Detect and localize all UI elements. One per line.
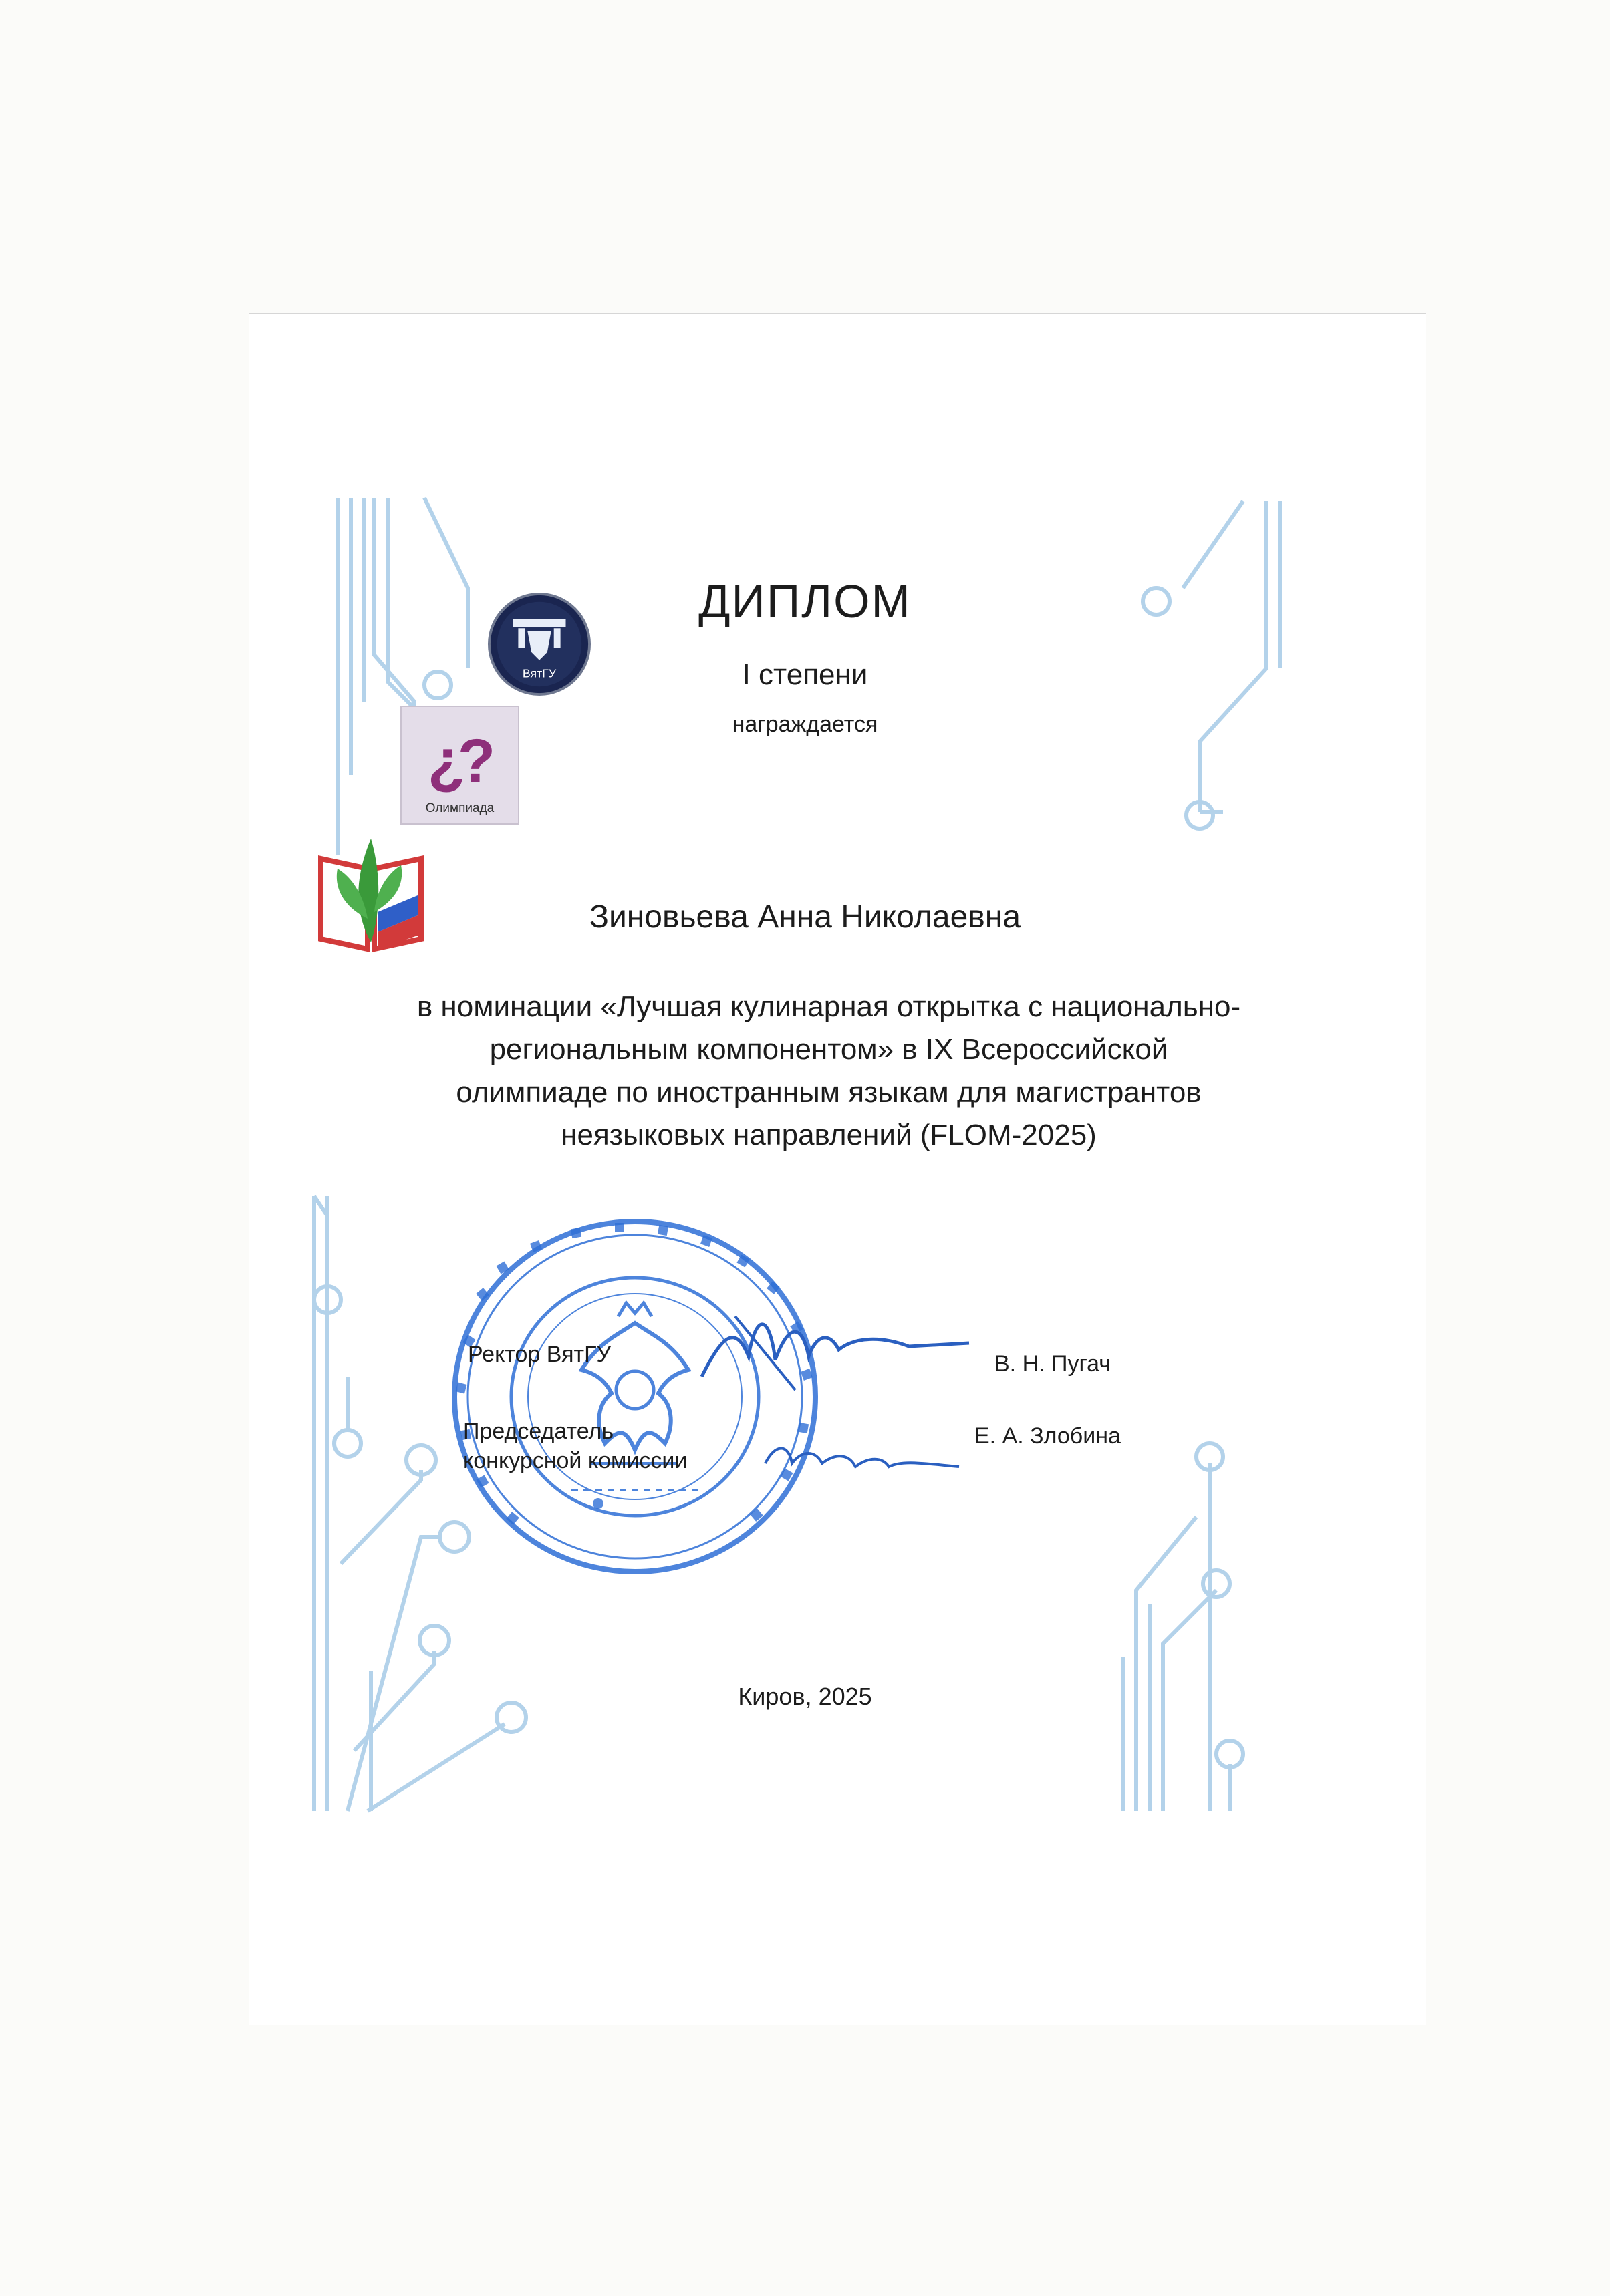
city-year: Киров, 2025 (738, 1683, 872, 1710)
awarded-label: награждается (732, 712, 878, 737)
vyatsu-logo-label: ВятГУ (522, 666, 557, 680)
chair-role-line: Председатель (463, 1419, 614, 1444)
nomination-line: неязыковых направлений (FLOM-2025) (561, 1119, 1097, 1151)
rector-role: Ректор ВятГУ (468, 1342, 612, 1367)
diploma-degree: I степени (742, 658, 868, 691)
recipient-name: Зиновьева Анна Николаевна (589, 899, 1021, 935)
olympiad-logo-label: Олимпиада (425, 801, 495, 815)
rector-signature (695, 1296, 976, 1397)
chair-role (463, 1417, 687, 1475)
nomination-line: в номинации «Лучшая кулинарная открытка с национально- (416, 990, 1241, 1023)
chair-name: Е. А. Злобина (974, 1423, 1121, 1449)
nomination-line: олимпиаде по иностранным языкам для магистрантов (456, 1076, 1202, 1109)
chair-role-line: конкурсной комиссии (463, 1448, 688, 1473)
svg-text:¿: ¿ (427, 727, 466, 795)
rector-name: В. Н. Пугач (994, 1351, 1111, 1377)
diploma-title: ДИПЛОМ (698, 575, 912, 627)
svg-text:?: ? (457, 727, 496, 795)
official-stamp (438, 1209, 832, 1584)
nomination-text (374, 986, 1283, 1157)
chair-signature (762, 1430, 962, 1483)
nomination-line: региональным компонентом» в IX Всероссийской (489, 1033, 1168, 1066)
